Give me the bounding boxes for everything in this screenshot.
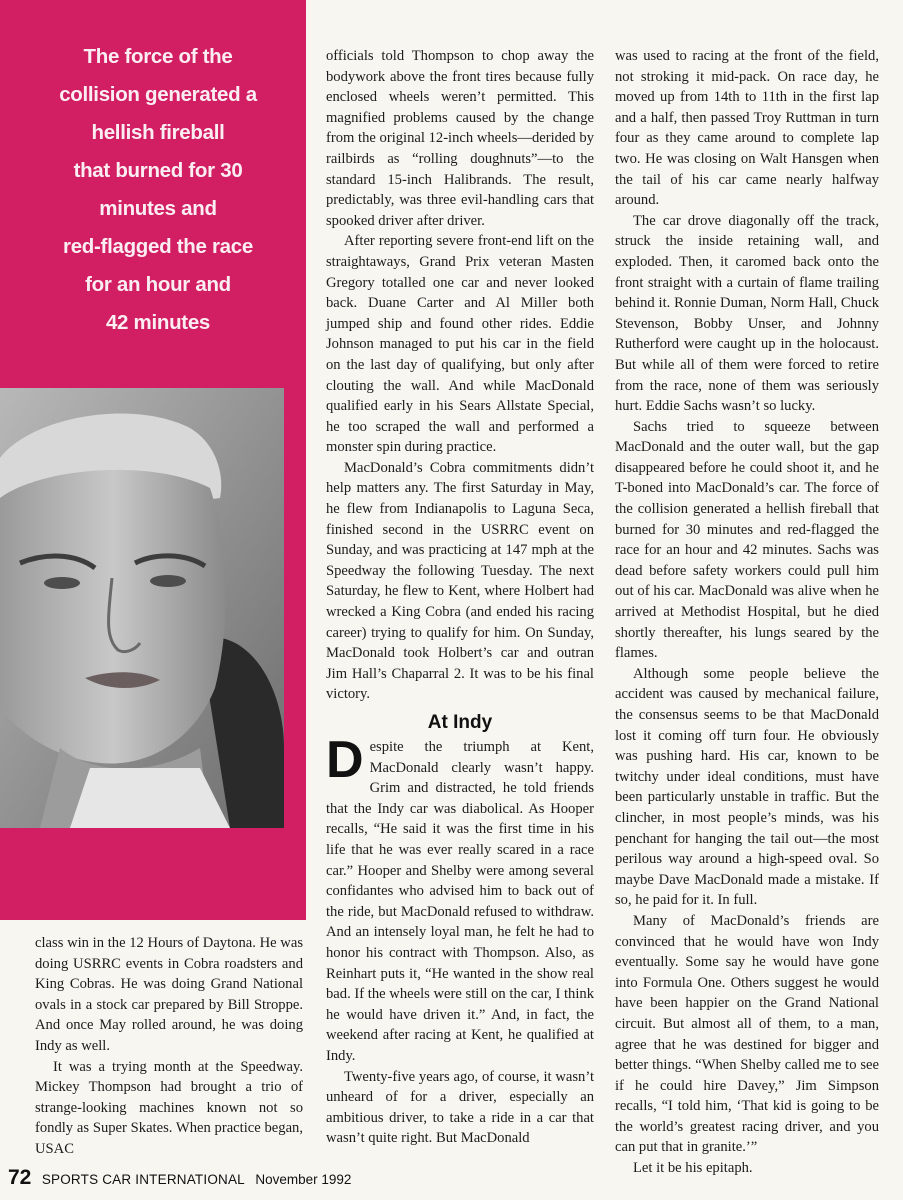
paragraph: MacDonald’s Cobra commitments didn’t help matters any. The first Saturday in May, he flew from Indianapolis to Laguna Seca, finished second in the USRRC event on Sunday, and was practicing at 147 mph at the Speedway the following Tuesday. The next Saturday, he flew to Kent, where Holbert had wrecked a King Cobra (and ended his racing career) trying to qualify for him. On Sunday, MacDonald took Holbert’s car and outran Jim Hall’s Chaparral 2. It was to be his final victory. <box>326 459 594 703</box>
pull-quote-line: 42 minutes <box>105 311 211 334</box>
article-column-2 <box>326 46 594 1149</box>
paragraph: Let it be his epitaph. <box>633 1160 753 1177</box>
paragraph: was used to racing at the front of the field, not stroking it mid-pack. On race day, he moved up from 14th to 11th in the first lap and a half, then passed Troy Ruttman in turn four as they came around to complete lap two. He was closing on Walt Hansgen when the tail of his car came nearly halfway around. <box>615 48 879 209</box>
portrait-illustration <box>0 388 284 828</box>
paragraph: officials told Thompson to chop away the bodywork above the front tires because fully enclosed wheels weren’t permitted. This magnified problems caused by the change from the original 12-inch wheels—derided by railbirds as “rolling doughnuts”—to the standard 15-inch Halibrands. The result, predictably, was three evil-handling cars that spooked driver after driver. <box>326 48 594 229</box>
page-number: 72 <box>8 1166 32 1189</box>
pull-quote-line: collision generated a <box>59 83 257 106</box>
paragraph: Many of MacDonald’s friends are convinced that he would have won Indy eventually. Some say he would have gone into Formula One. Others suggest he would have been happier on the Grand National circuit. But almost all of them, to a man, agree that he was destined for bigger and better things. “When Shelby called me to see if he could hire Davey,” Jim Simpson recalls, “I told him, ‘That kid is going to be the world’s greatest racing driver, and you can put that in granite.’” <box>615 912 879 1156</box>
paragraph: It was a trying month at the Speedway. Mickey Thompson had brought a trio of strange-looking machines known not so fondly as Super Skates. When practice began, USAC <box>35 1058 303 1157</box>
drop-cap: D <box>326 731 364 789</box>
magazine-name: SPORTS CAR INTERNATIONAL <box>41 1172 245 1187</box>
pull-quote-line: red-flagged the race <box>63 235 253 258</box>
issue-date: November 1992 <box>255 1172 352 1187</box>
driver-portrait-photo <box>0 388 284 828</box>
page-footer <box>8 1166 351 1190</box>
paragraph: Sachs tried to squeeze between MacDonald and the outer wall, but the gap disappeared before he could shoot it, and he T-boned into MacDonald’s car. The force of the collision generated a hellish fireball that burned for 30 minutes and red-flagged the race for an hour and 42 minutes. Sachs was dead before safety workers could pull him out of his car. MacDonald was alive when he arrived at Methodist Hospital, but he died shortly thereafter, his lungs seared by the flames. <box>615 418 879 662</box>
dropcap-paragraph-text: espite the triumph at Kent, MacDonald clearly wasn’t happy. Grim and distracted, he told friends that the Indy car was diabolical. As Hooper recalls, “He said it was the first time in his life that he was ever really scared in a race car.” Hooper and Shelby were among several confidantes who advised him to back out of the ride, but MacDonald refused to withdraw. And an intensely loyal man, he felt he had to honor his contract with Thompson. Also, as Reinhart puts it, “He wanted in the show real bad. If the wheels were still on the car, I think he would have driven it.” And, in fact, the weekend after racing at Kent, he qualified at Indy. <box>326 739 594 1064</box>
pull-quote-line: minutes and <box>99 197 217 220</box>
article-column-1 <box>35 933 303 1160</box>
paragraph: After reporting severe front-end lift on the straightaways, Grand Prix veteran Masten Gregory totalled one car and never looked back. Duane Carter and Al Miller both jumped ship and found other rides. Eddie Johnson managed to put his car in the field on the last day of qualifying, but only after clouting the wall. And while MacDonald qualified early in his Sears Allstate Special, he too scraped the wall and performed a monster spin during practice. <box>326 233 594 456</box>
section-subhead: At Indy <box>427 712 493 733</box>
paragraph: Twenty-five years ago, of course, it wasn’t unheard of for a driver, especially an ambitious driver, to take a ride in a car that wasn’t quite right. But MacDonald <box>326 1068 594 1147</box>
pull-quote-line: that burned for 30 <box>73 159 243 182</box>
pull-quote-line: The force of the <box>83 45 233 68</box>
paragraph: Although some people believe the accident was caused by mechanical failure, the consensus seems to be that MacDonald lost it coming off turn four. He obviously was pushing hard. His car, known to be twitchy under ideal conditions, must have been particularly unstable in traffic. But the clincher, in most people’s minds, was his penchant for hanging the tail out—the most perilous way around a high-speed oval. So maybe Dave MacDonald made a mistake. If so, he paid for it. In full. <box>615 665 879 909</box>
article-column-3 <box>615 46 879 1179</box>
pull-quote-line: hellish fireball <box>91 121 225 144</box>
pull-quote <box>42 38 274 342</box>
pull-quote-line: for an hour and <box>85 273 231 296</box>
dropcap-paragraph <box>326 731 594 1067</box>
paragraph: class win in the 12 Hours of Daytona. He was doing USRRC events in Cobra roadsters and King Cobras. He was doing Grand National ovals in a stock car prepared by Bill Stroppe. And once May rolled around, he was doing Indy as well. <box>35 935 303 1054</box>
paragraph: The car drove diagonally off the track, struck the inside retaining wall, and exploded. Then, it caromed back onto the front straight with a curtain of flame trailing behind it. Ronnie Duman, Norm Hall, Chuck Stevenson, Bobby Unser, and Johnny Rutherford were caught up in the holocaust. But while all of them were forced to retire from the race, none of them was seriously hurt. Eddie Sachs wasn’t so lucky. <box>615 212 879 415</box>
